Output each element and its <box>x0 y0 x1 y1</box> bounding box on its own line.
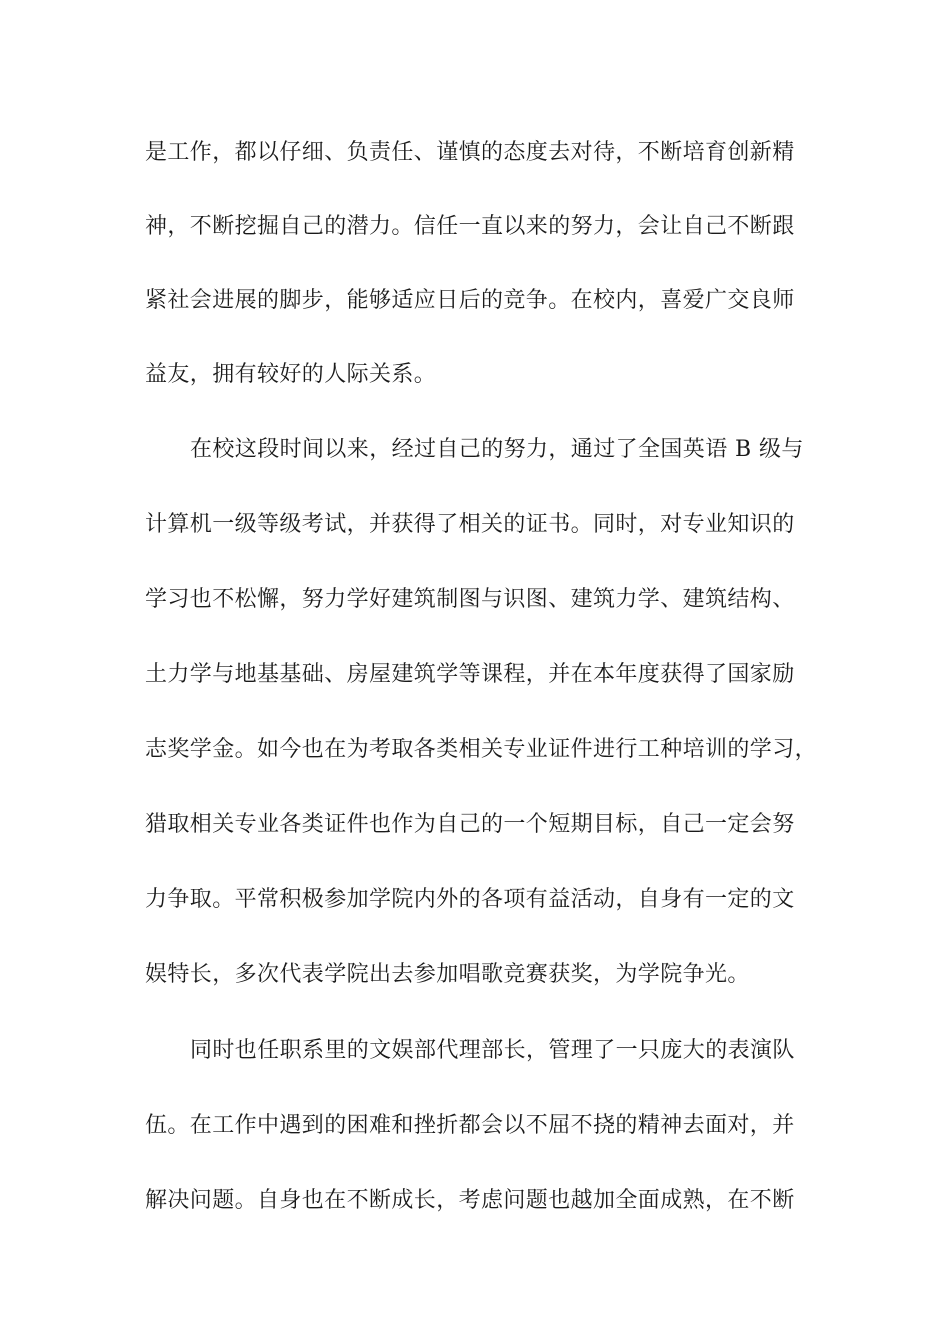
text-line: 神，不断挖掘自己的潜力。信任一直以来的努力，会让自己不断跟 <box>145 214 795 239</box>
paragraph-first-line: 同时也任职系里的文娱部代理部长，管理了一只庞大的表演队 <box>190 1038 795 1063</box>
text-line: 伍。在工作中遇到的困难和挫折都会以不屈不挠的精神去面对，并 <box>145 1113 795 1138</box>
text-line: 志奖学金。如今也在为考取各类相关专业证件进行工种培训的学习， <box>145 737 818 762</box>
text-line: 娱特长，多次代表学院出去参加唱歌竞赛获奖，为学院争光。 <box>145 962 750 987</box>
text-line: 力争取。平常积极参加学院内外的各项有益活动，自身有一定的文 <box>145 887 795 912</box>
text-line: 学习也不松懈，努力学好建筑制图与识图、建筑力学、建筑结构、 <box>145 587 795 612</box>
text-line: 解决问题。自身也在不断成长，考虑问题也越加全面成熟，在不断 <box>145 1188 795 1213</box>
paragraph-first-line: 在校这段时间以来，经过自己的努力，通过了全国英语 B 级与 <box>190 437 804 462</box>
text-line: 土力学与地基基础、房屋建筑学等课程，并在本年度获得了国家励 <box>145 662 795 687</box>
text-line: 计算机一级等级考试，并获得了相关的证书。同时，对专业知识的 <box>145 512 795 537</box>
text-line: 益友，拥有较好的人际关系。 <box>145 362 437 387</box>
text-line: 猎取相关专业各类证件也作为自己的一个短期目标，自己一定会努 <box>145 812 795 837</box>
text-line: 是工作，都以仔细、负责任、谨慎的态度去对待，不断培育创新精 <box>145 140 795 165</box>
text-line: 紧社会进展的脚步，能够适应日后的竞争。在校内，喜爱广交良师 <box>145 288 795 313</box>
